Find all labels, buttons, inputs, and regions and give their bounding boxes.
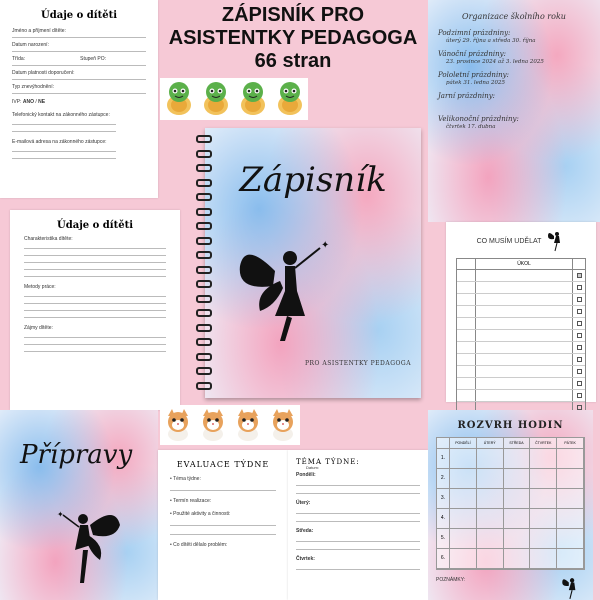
- schedule-row-label: 4.: [437, 509, 450, 528]
- field-validity: Datum platnosti doporučení:: [12, 70, 75, 76]
- schedule-cell[interactable]: [477, 489, 504, 508]
- todo-row: [457, 318, 585, 330]
- todo-row: [457, 306, 585, 318]
- evaluation-title: EVALUACE TÝDNE: [176, 460, 270, 469]
- schedule-cell[interactable]: [477, 549, 504, 568]
- child-data-form: Údaje o dítěti Jméno a příjmení dítěte: Datum narození: Třída: Stupeň PO: Datum platnosti doporučení: Typ znevýhodnění: IVP: ANO / NE Telefonický kontakt na zákonného zástupce: E-mailová adresa na zákonného zástupce:: [0, 0, 158, 198]
- todo-row: [457, 354, 585, 366]
- todo-row: [457, 366, 585, 378]
- theme-day-tue: Úterý:: [296, 500, 311, 506]
- fairy-silhouette-icon: [235, 236, 335, 346]
- cat-sticker-row: [160, 405, 300, 445]
- todo-row: [457, 270, 585, 282]
- cover-title: Zápisník: [239, 160, 387, 200]
- schedule-cell[interactable]: [477, 529, 504, 548]
- school-year-title: Organizace školního roku: [462, 12, 566, 21]
- schedule-cell[interactable]: [557, 509, 584, 528]
- schedule-page: [428, 410, 593, 600]
- schedule-row-label: 2.: [437, 469, 450, 488]
- todo-title: CO MUSÍM UDĚLAT: [476, 237, 542, 245]
- schedule-cell[interactable]: [530, 549, 557, 568]
- schedule-title: ROZVRH HODIN: [457, 420, 564, 431]
- todo-checkbox[interactable]: [577, 321, 582, 326]
- schedule-cell[interactable]: [504, 509, 531, 528]
- schedule-cell[interactable]: [530, 489, 557, 508]
- cat-sticker-icon: [233, 408, 263, 442]
- field-class: Třída:: [12, 56, 26, 62]
- fairy-silhouette-icon: [547, 230, 565, 252]
- ivp-yes: ANO: [22, 99, 34, 105]
- schedule-cell[interactable]: [450, 489, 477, 508]
- schedule-cell[interactable]: [477, 509, 504, 528]
- schedule-row-label: 1.: [437, 449, 450, 468]
- notebook-spiral: [196, 135, 212, 390]
- schedule-row: [437, 509, 584, 529]
- autumn-value: úterý 29. října a středa 30. října: [446, 38, 536, 45]
- schedule-row-label: 5.: [437, 529, 450, 548]
- schedule-row: [437, 549, 584, 569]
- field-email: E-mailová adresa na zákonného zástupce:: [12, 139, 107, 145]
- todo-checkbox[interactable]: [577, 369, 582, 374]
- midterm-value: pátek 31. ledna 2025: [446, 80, 505, 87]
- todo-checkbox[interactable]: [577, 285, 582, 290]
- theme-title: TÉMA TÝDNE:: [296, 458, 360, 466]
- svg-text:✦: ✦: [57, 510, 64, 519]
- schedule-row: [437, 449, 584, 469]
- ivp-no: NE: [38, 99, 46, 105]
- schedule-cell[interactable]: [504, 549, 531, 568]
- easter-value: čtvrtek 17. dubna: [446, 124, 496, 131]
- field-interests: Zájmy dítěte:: [24, 325, 53, 331]
- schedule-row: [437, 529, 584, 549]
- schedule-cell[interactable]: [450, 449, 477, 468]
- todo-row: [457, 342, 585, 354]
- midterm-label: Pololetní prázdniny:: [438, 70, 509, 79]
- fairy-silhouette-icon: [55, 505, 125, 585]
- eval-item-problems: • Co dítěti dělalo problém:: [170, 542, 228, 548]
- christmas-value: 23. prosince 2024 až 3. ledna 2025: [446, 59, 544, 66]
- eval-item-activities: • Použité aktivity a činnosti:: [170, 511, 231, 517]
- fairy-silhouette-icon: [559, 576, 583, 600]
- todo-column-header: ÚKOL: [517, 261, 531, 267]
- schedule-day-header: ČTVRTEK: [530, 438, 557, 448]
- theme-day-thu: Čtvrtek:: [296, 556, 315, 562]
- autumn-label: Podzimní prázdniny:: [438, 29, 511, 37]
- preparation-page: [0, 410, 158, 600]
- schedule-cell[interactable]: [477, 469, 504, 488]
- field-characteristics: Charakteristika dítěte:: [24, 236, 73, 242]
- schedule-cell[interactable]: [450, 529, 477, 548]
- headline-line3: 66 stran: [254, 50, 332, 72]
- todo-row: [457, 378, 585, 390]
- schedule-row-label: 3.: [437, 489, 450, 508]
- todo-row: [457, 294, 585, 306]
- notebook-cover: [205, 128, 421, 398]
- schedule-cell[interactable]: [530, 529, 557, 548]
- schedule-cell[interactable]: [557, 489, 584, 508]
- cover-subtitle: PRO ASISTENTKY PEDAGOGA: [305, 360, 412, 367]
- todo-checkbox[interactable]: [577, 333, 582, 338]
- child-data-page-2: [10, 210, 180, 410]
- schedule-cell[interactable]: [557, 549, 584, 568]
- turtle-sticker-icon: [200, 81, 232, 117]
- field-ivp: IVP:: [12, 99, 22, 105]
- schedule-day-header: PÁTEK: [557, 438, 584, 448]
- headline: [158, 0, 428, 78]
- field-name: Jméno a příjmení dítěte:: [12, 28, 66, 34]
- eval-item-theme: • Téma týdne:: [170, 476, 201, 482]
- turtle-sticker-icon: [274, 81, 306, 117]
- theme-day-mon: Pondělí:: [296, 472, 316, 478]
- christmas-label: Vánoční prázdniny:: [438, 49, 506, 58]
- school-year-page: [428, 0, 600, 222]
- todo-checkbox[interactable]: [577, 297, 582, 302]
- todo-row: [457, 282, 585, 294]
- cat-sticker-icon: [198, 408, 228, 442]
- theme-date: Datum:: [306, 465, 319, 470]
- field-phone: Telefonický kontakt na zákonného zástupce:: [12, 112, 110, 118]
- schedule-cell[interactable]: [504, 529, 531, 548]
- child-form2-title: Údaje o dítěti: [57, 220, 133, 231]
- headline-line2: ASISTENTKY PEDAGOGA: [168, 27, 418, 49]
- schedule-row: [437, 489, 584, 509]
- field-birth: Datum narození:: [12, 42, 49, 48]
- evaluation-page: [158, 450, 288, 600]
- schedule-cell[interactable]: [557, 529, 584, 548]
- svg-text:✦: ✦: [321, 240, 330, 251]
- theme-day-wed: Středa:: [296, 528, 314, 534]
- theme-page: [288, 450, 428, 600]
- spring-label: Jarní prázdniny:: [438, 91, 496, 100]
- schedule-day-header: ÚTERÝ: [477, 438, 504, 448]
- schedule-cell[interactable]: [477, 449, 504, 468]
- schedule-cell[interactable]: [557, 469, 584, 488]
- schedule-cell[interactable]: [504, 449, 531, 468]
- todo-page: [446, 222, 596, 402]
- schedule-notes: POZNÁMKY:: [436, 577, 466, 583]
- schedule-row-label: 6.: [437, 549, 450, 568]
- todo-checkbox[interactable]: [577, 393, 582, 398]
- todo-checkbox[interactable]: [577, 345, 582, 350]
- eval-item-term: • Termín realizace:: [170, 498, 212, 504]
- todo-row: [457, 390, 585, 402]
- schedule-day-header: STŘEDA: [504, 438, 531, 448]
- schedule-cell[interactable]: [450, 549, 477, 568]
- schedule-row: [437, 469, 584, 489]
- schedule-grid: [436, 437, 585, 570]
- todo-checkbox[interactable]: [577, 381, 582, 386]
- todo-checkbox[interactable]: [577, 309, 582, 314]
- todo-checkbox[interactable]: [577, 273, 582, 278]
- schedule-cell[interactable]: [504, 489, 531, 508]
- turtle-sticker-row: [160, 78, 308, 120]
- headline-line1: ZÁPISNÍK PRO: [221, 4, 365, 26]
- schedule-cell[interactable]: [557, 449, 584, 468]
- schedule-cell[interactable]: [504, 469, 531, 488]
- schedule-cell[interactable]: [450, 469, 477, 488]
- schedule-day-header: PONDĚLÍ: [450, 438, 477, 448]
- schedule-cell[interactable]: [530, 509, 557, 528]
- schedule-cell[interactable]: [450, 509, 477, 528]
- turtle-sticker-icon: [237, 81, 269, 117]
- turtle-sticker-icon: [163, 81, 195, 117]
- field-methods: Metody práce:: [24, 284, 56, 290]
- todo-checkbox[interactable]: [577, 357, 582, 362]
- preparation-title: Přípravy: [20, 440, 133, 470]
- field-level: Stupeň PO:: [80, 56, 106, 62]
- child-form-title: Údaje o dítěti: [41, 10, 117, 21]
- cat-sticker-icon: [163, 408, 193, 442]
- todo-row: [457, 330, 585, 342]
- field-disadvantage: Typ znevýhodnění:: [12, 84, 54, 90]
- schedule-cell[interactable]: [530, 449, 557, 468]
- schedule-cell[interactable]: [530, 469, 557, 488]
- easter-label: Velikonoční prázdniny:: [438, 115, 519, 124]
- cat-sticker-icon: [268, 408, 298, 442]
